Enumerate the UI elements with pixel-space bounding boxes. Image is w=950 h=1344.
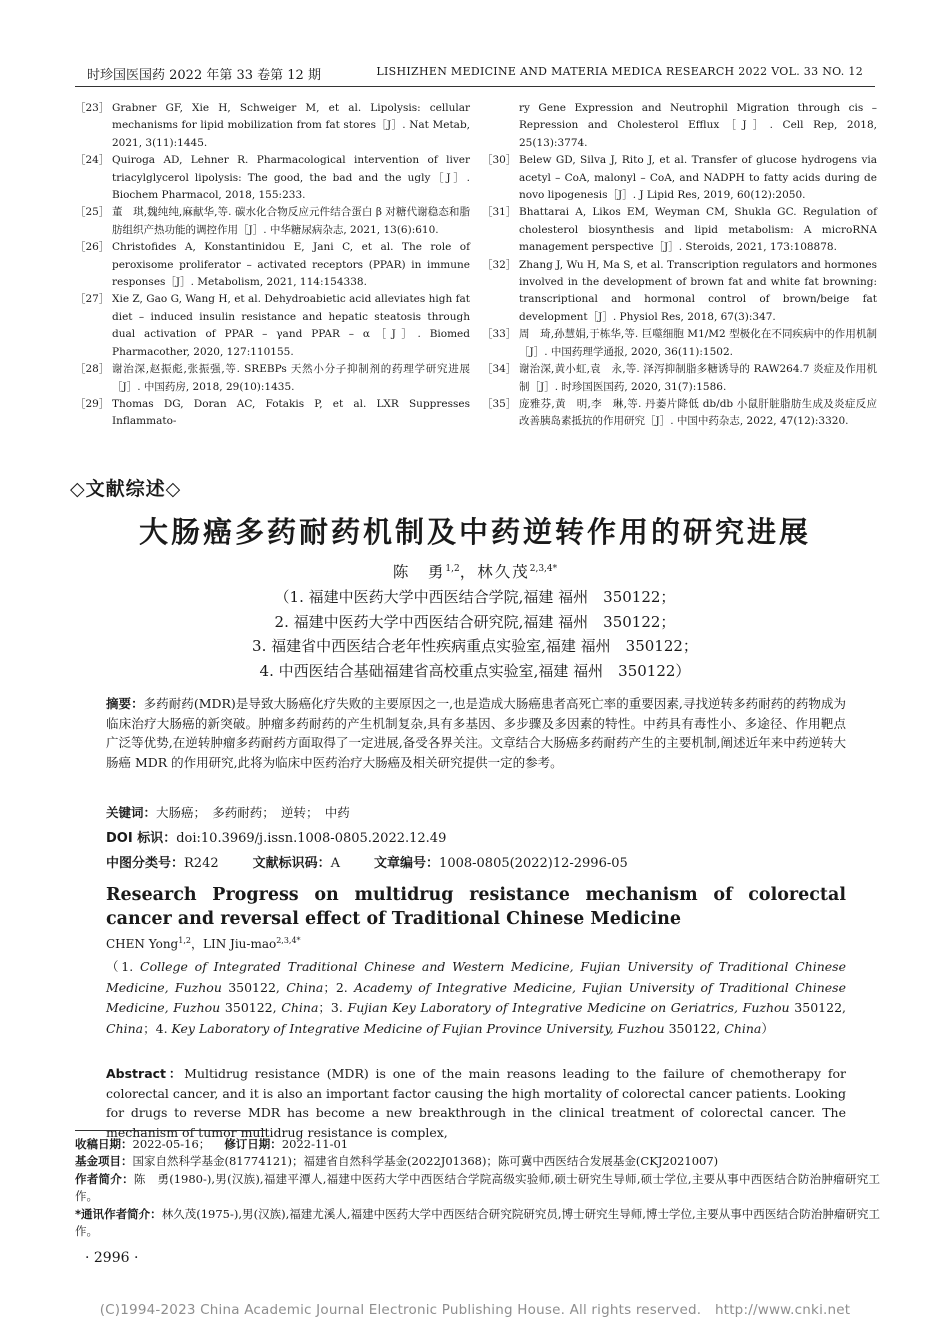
institution-name: Fujian Key Laboratory of Integrative Medicine on Geriatrics, Fuzhou [347, 1000, 790, 1015]
institution-name: College of Integrated Traditional Chinese and Western Medicine, Fujian University of Traditional Chinese Medicine, Fuzhou [106, 959, 846, 995]
abstract-text-en: Multidrug resistance (MDR) is one of the main reasons leading to the failure of chemotherapy for colorectal cancer, and it is also an important factor causing the high mortality of colorectal cancer patients. Looking for drugs to reverse MDR has become a new breakthrough in the clinical treatment of colorectal cancer. The mechanism of tumor multidrug resistance is complex, [106, 1066, 846, 1140]
reference-item: ［32］ Zhang J, Wu H, Ma S, et al. Transcription regulators and hormones involved in the development of brown fat and white fat browning: transcriptional and hormonal control of brown/beige fat development［J］. Physiol Res, 2018, 67(3):347. [482, 258, 877, 323]
author-separator: ， [190, 937, 203, 951]
footnote-author: 作者简介：陈 勇(1980-),男(汉族),福建平潭人,福建中医药大学中西医结合学院高级实验师,硕士研究生导师,硕士学位,主要从事中西医结合防治肿瘤研究工作。 [75, 1171, 881, 1204]
running-header [75, 62, 875, 87]
reference-item: ［27］ Xie Z, Gao G, Wang H, et al. Dehydroabietic acid alleviates high fat diet – induced insulin resistance and hepatic steatosis through dual activation of PPAR – γand PPAR – α［J］. Biomed Pharmacother, 2020, 127:110155. [75, 293, 470, 358]
reference-item: ［24］ Quiroga AD, Lehner R. Pharmacological intervention of liver triacylglycerol lipolysis: The good, the bad and the ugly［J］. Biochem Pharmacol, 2018, 155:233. [75, 154, 470, 202]
header-journal-en: LISHIZHEN MEDICINE AND MATERIA MEDICA RESEARCH 2022 VOL. 33 NO. 12 [376, 65, 863, 78]
institution-name: Academy of Integrative Medicine, Fujian University of Traditional Chinese Medicine, Fuzhou [106, 979, 846, 1015]
institution-name: Key Laboratory of Integrative Medicine of Fujian Province University, Fuzhou [171, 1020, 665, 1036]
keywords-label: 关键词： [106, 805, 157, 820]
reference-item: ［30］ Belew GD, Silva J, Rito J, et al. Transfer of glucose hydrogens via acetyl – CoA, malonyl – CoA, and NADPH to fatty acids during de novo lipogenesis［J］. J Lipid Res, 2019, 60(12):2050. [482, 154, 877, 202]
header-journal-cn: 时珍国医国药 2022 年第 33 卷第 12 期 [87, 68, 321, 83]
author-affiliation-marker: 1,2 [178, 936, 191, 945]
clc-label: 中图分类号： [106, 856, 185, 871]
author-name-en: LIN Jiu-mao [202, 937, 277, 951]
references-right-column [482, 100, 877, 431]
affiliations-en: （1. College of Integrated Traditional Chinese and Western Medicine, Fujian University of Traditional Chinese Medicine, Fuzhou 350122, China；2. Academy of Integrative Medicine, Fujian University of Traditional Chinese Medicine, Fuzhou 350122, China；3. Fujian Key Laboratory of Integrative Medicine on Geriatrics, Fuzhou 350122, China；4. Key Laboratory of Integrative Medicine of Fujian Province University, Fuzhou 350122, China） [106, 959, 846, 1036]
clc-value: R242 [184, 856, 219, 871]
article-title-cn: 大肠癌多药耐药机制及中药逆转作用的研究进展 [138, 515, 811, 549]
doi-value[interactable]: doi:10.3969/j.issn.1008-0805.2022.12.49 [176, 831, 447, 846]
footnote-fund: 基金项目：国家自然科学基金(81774121)；福建省自然科学基金(2022J01368)；陈可冀中西医结合发展基金(CKJ2021007) [75, 1154, 719, 1169]
footnote-dates: 收稿日期：2022-05-16； 修订日期：2022-11-01 [75, 1137, 349, 1151]
affiliation-line: 4. 中西医结合基础福建省高校重点实验室,福建 福州 350122） [259, 661, 691, 680]
reference-item: ［31］ Bhattarai A, Likos EM, Weyman CM, Shukla GC. Regulation of cholesterol biosynthesis and lipid metabolism: A microRNA management perspective［J］. Steroids, 2021, 173:108878. [482, 206, 877, 254]
affiliation-line: 3. 福建省中西医结合老年性疾病重点实验室,福建 福州 350122； [252, 637, 698, 655]
abstract-label-en: Abstract： [106, 1066, 185, 1081]
reference-item: ［34］ 谢治深,黄小虹,袁 永,等. 泽泻抑制脂多糖诱导的 RAW264.7 炎症及作用机制［J］. 时珍国医国药, 2020, 31(7):1586. [482, 363, 877, 393]
author-name-en: CHEN Yong [106, 937, 179, 951]
reference-item: ［26］ Christofides A, Konstantinidou E, Jani C, et al. The role of peroxisome proliferator – activated receptors (PPAR) in immune responses［J］. Metabolism, 2021, 114:154338. [75, 241, 470, 289]
author-affiliation-marker: 2,3,4* [529, 563, 558, 574]
author-name: 林久茂 [477, 563, 530, 581]
footnote-corresponding: *通讯作者简介：林久茂(1975-),男(汉族),福建尤溪人,福建中医药大学中西医结合研究院研究员,博士研究生导师,博士学位,主要从事中西医结合防治肿瘤研究工作。 [75, 1206, 880, 1239]
classification-line [106, 852, 846, 871]
keywords-text: 大肠癌； 多药耐药； 逆转； 中药 [156, 805, 350, 820]
abstract-text: 多药耐药(MDR)是导致大肠癌化疗失败的主要原因之一,也是造成大肠癌患者高死亡率的重要因素,寻找逆转多药耐药的药物成为临床治疗大肠癌的新突破。肿瘤多药耐药的产生机制复杂,具有多基因、多步骤及多因素的特性。中药具有毒性小、多途径、作用靶点广泛等优势,在逆转肿瘤多药耐药方面取得了一定进展,备受各界关注。文章结合大肠癌多药耐药产生的主要机制,阐述近年来中药逆转大肠癌 MDR 的作用研究,此将为临床中医药治疗大肠癌及相关研究提供一定的参考。 [106, 696, 846, 770]
doi-line [106, 827, 846, 846]
author-affiliation-marker: 1,2 [445, 563, 460, 574]
authors-cn [0, 560, 950, 582]
article-title-en: Research Progress on multidrug resistance mechanism of colorectal cancer and reversal effect of Traditional Chinese Medicine [106, 885, 846, 929]
reference-continuation: ry Gene Expression and Neutrophil Migration through cis – Repression and Cholesterol Efflux［J］. Cell Rep, 2018, 25(13):3774. [519, 102, 877, 149]
affiliation-line: 2. 福建中医药大学中西医结合研究院,福建 福州 350122； [274, 612, 676, 631]
affiliation-line: （1. 福建中医药大学中西医结合学院,福建 福州 350122； [274, 588, 676, 606]
abstract-label: 摘要： [106, 696, 144, 711]
reference-item: ［33］ 周 琦,孙慧娟,于栋华,等. 巨噬细胞 M1/M2 型极化在不同疾病中的作用机制［J］. 中国药理学通报, 2020, 36(11):1502. [482, 328, 877, 358]
keywords-cn [106, 803, 846, 821]
reference-item: ［23］ Grabner GF, Xie H, Schweiger M, et al. Lipolysis: cellular mechanisms for lipid mobilization from fat stores［J］. Nat Metab, 2021, 3(11):1445. [75, 102, 470, 149]
footnote-divider [75, 1130, 265, 1131]
article-number-value: 1008-0805(2022)12-2996-05 [439, 856, 628, 871]
reference-item: ［25］ 董 琪,魏纯纯,麻献华,等. 碳水化合物反应元件结合蛋白 β 对糖代谢稳态和脂肪组织产热功能的调控作用［J］. 中华糖尿病杂志, 2021, 13(6):610. [75, 206, 470, 236]
section-label: ◇文献综述◇ [70, 478, 182, 500]
affiliations-cn [0, 585, 950, 683]
doc-code-label: 文献标识码： [252, 856, 331, 871]
author-name: 陈 勇 [392, 563, 446, 581]
doc-code-value: A [330, 856, 341, 871]
reference-item: ［35］ 庞雅芬,黄 明,李 琳,等. 丹萎片降低 db/db 小鼠肝脏脂肪生成及炎症反应改善胰岛素抵抗的作用研究［J］. 中国中药杂志, 2022, 47(12):3320. [482, 397, 877, 428]
reference-item: ［29］ Thomas DG, Doran AC, Fotakis P, et al. LXR Suppresses Inflammato- [75, 397, 470, 428]
copyright-watermark: (C)1994-2023 China Academic Journal Electronic Publishing House. All rights reserved. http://www.cnki.net [99, 1302, 851, 1318]
references-left-column [75, 100, 470, 431]
doi-label: DOI 标识： [106, 831, 177, 846]
article-number-label: 文章编号： [374, 856, 440, 871]
author-affiliation-marker: 2,3,4* [276, 936, 301, 945]
footnotes [75, 1136, 880, 1240]
author-separator: ， [459, 563, 478, 581]
abstract-cn [106, 694, 846, 772]
page-number: · 2996 · [85, 1250, 139, 1266]
reference-item: ［28］ 谢治深,赵振彪,张振强,等. SREBPs 天然小分子抑制剂的药理学研究进展［J］. 中国药房, 2018, 29(10):1435. [75, 363, 470, 393]
authors-en [106, 935, 301, 952]
